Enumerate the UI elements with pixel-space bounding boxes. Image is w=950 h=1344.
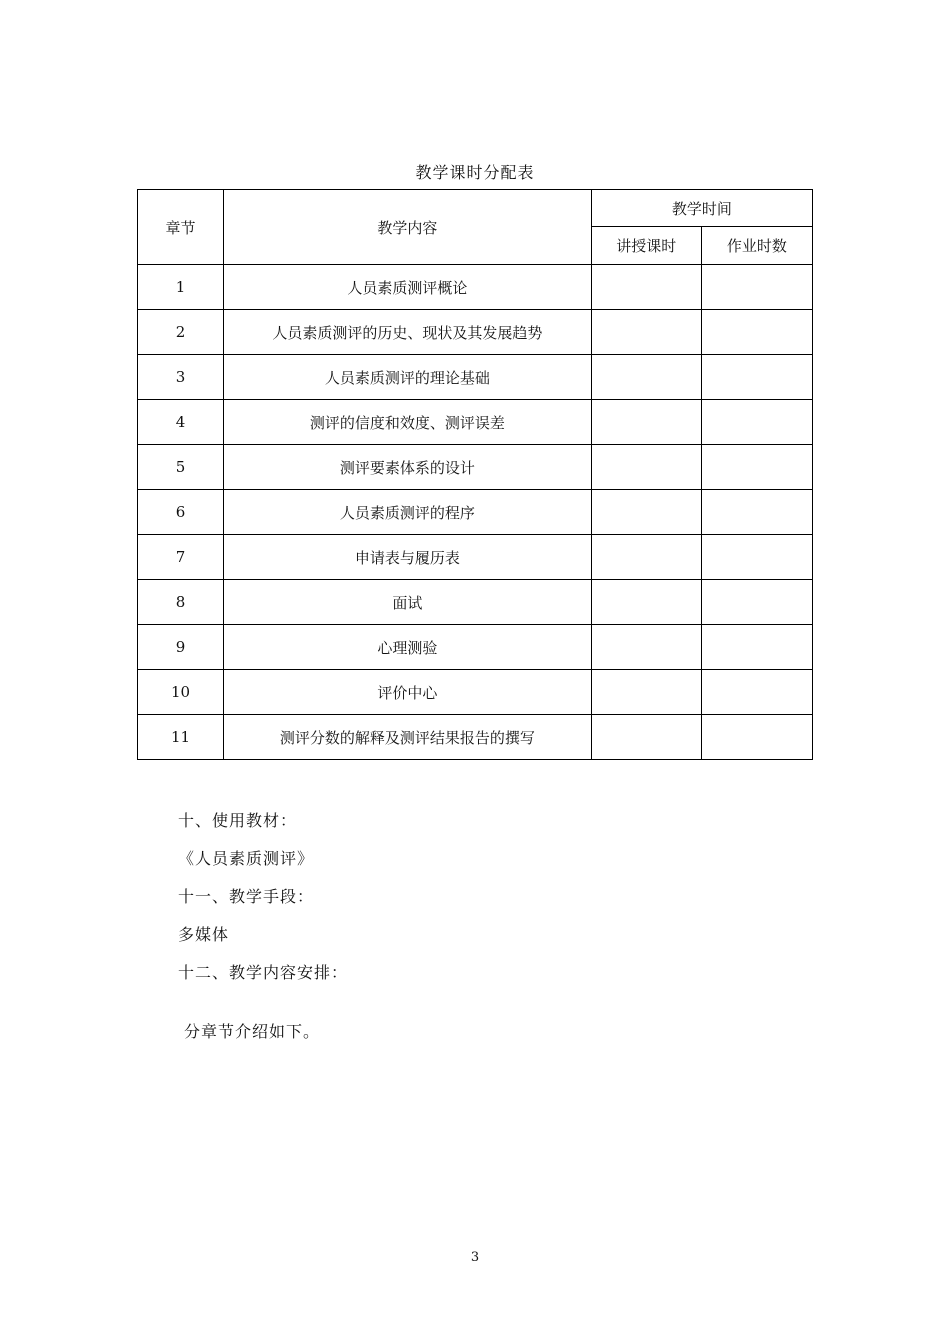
table-row	[138, 490, 813, 535]
textbook-heading: 十、使用教材：	[178, 811, 298, 830]
content-cell: 心理测验	[224, 625, 592, 670]
table-row	[138, 310, 813, 355]
methods-heading: 十一、教学手段：	[178, 887, 315, 906]
chapter-cell: 9	[138, 625, 224, 670]
lecture-hours-cell	[591, 715, 701, 760]
chapter-cell: 2	[138, 310, 224, 355]
lecture-hours-cell	[591, 625, 701, 670]
table-row	[138, 445, 813, 490]
table-row	[138, 715, 813, 760]
table-row	[138, 535, 813, 580]
homework-hours-cell	[701, 400, 812, 445]
homework-hours-cell	[701, 670, 812, 715]
table-row	[138, 670, 813, 715]
table-row	[138, 580, 813, 625]
hours-allocation-table	[137, 189, 813, 760]
content-cell: 测评的信度和效度、测评误差	[224, 400, 592, 445]
lecture-hours-cell	[591, 670, 701, 715]
chapter-cell: 3	[138, 355, 224, 400]
lecture-hours-cell	[591, 580, 701, 625]
header-homework-hours: 作业时数	[701, 227, 812, 265]
chapter-cell: 11	[138, 715, 224, 760]
content-cell: 测评要素体系的设计	[224, 445, 592, 490]
homework-hours-cell	[701, 445, 812, 490]
lecture-hours-cell	[591, 265, 701, 310]
homework-hours-cell	[701, 355, 812, 400]
table-row	[138, 355, 813, 400]
lecture-hours-cell	[591, 355, 701, 400]
chapter-cell: 7	[138, 535, 224, 580]
header-lecture-hours: 讲授课时	[591, 227, 701, 265]
lecture-hours-cell	[591, 535, 701, 580]
lecture-hours-cell	[591, 445, 701, 490]
content-cell: 人员素质测评的历史、现状及其发展趋势	[224, 310, 592, 355]
homework-hours-cell	[701, 580, 812, 625]
chapter-cell: 5	[138, 445, 224, 490]
content-cell: 人员素质测评的理论基础	[224, 355, 592, 400]
arrangement-value: 分章节介绍如下。	[184, 1022, 321, 1041]
page-number: 3	[470, 1250, 480, 1265]
table-body	[138, 265, 813, 760]
lecture-hours-cell	[591, 490, 701, 535]
table-title: 教学课时分配表	[415, 163, 535, 182]
header-content: 教学内容	[224, 190, 592, 265]
content-cell: 申请表与履历表	[224, 535, 592, 580]
homework-hours-cell	[701, 625, 812, 670]
chapter-cell: 4	[138, 400, 224, 445]
table-row	[138, 625, 813, 670]
homework-hours-cell	[701, 265, 812, 310]
homework-hours-cell	[701, 715, 812, 760]
lecture-hours-cell	[591, 310, 701, 355]
content-cell: 评价中心	[224, 670, 592, 715]
table-row	[138, 265, 813, 310]
content-cell: 面试	[224, 580, 592, 625]
homework-hours-cell	[701, 490, 812, 535]
lecture-hours-cell	[591, 400, 701, 445]
chapter-cell: 6	[138, 490, 224, 535]
header-time: 教学时间	[591, 190, 812, 227]
chapter-cell: 10	[138, 670, 224, 715]
chapter-cell: 8	[138, 580, 224, 625]
table-row	[138, 400, 813, 445]
methods-value: 多媒体	[178, 925, 230, 944]
content-cell: 测评分数的解释及测评结果报告的撰写	[224, 715, 592, 760]
table-header-row	[138, 190, 813, 227]
homework-hours-cell	[701, 310, 812, 355]
chapter-cell: 1	[138, 265, 224, 310]
content-cell: 人员素质测评概论	[224, 265, 592, 310]
header-chapter: 章节	[138, 190, 224, 265]
homework-hours-cell	[701, 535, 812, 580]
arrangement-heading: 十二、教学内容安排：	[178, 963, 349, 982]
content-cell: 人员素质测评的程序	[224, 490, 592, 535]
textbook-value: 《人员素质测评》	[178, 849, 315, 868]
